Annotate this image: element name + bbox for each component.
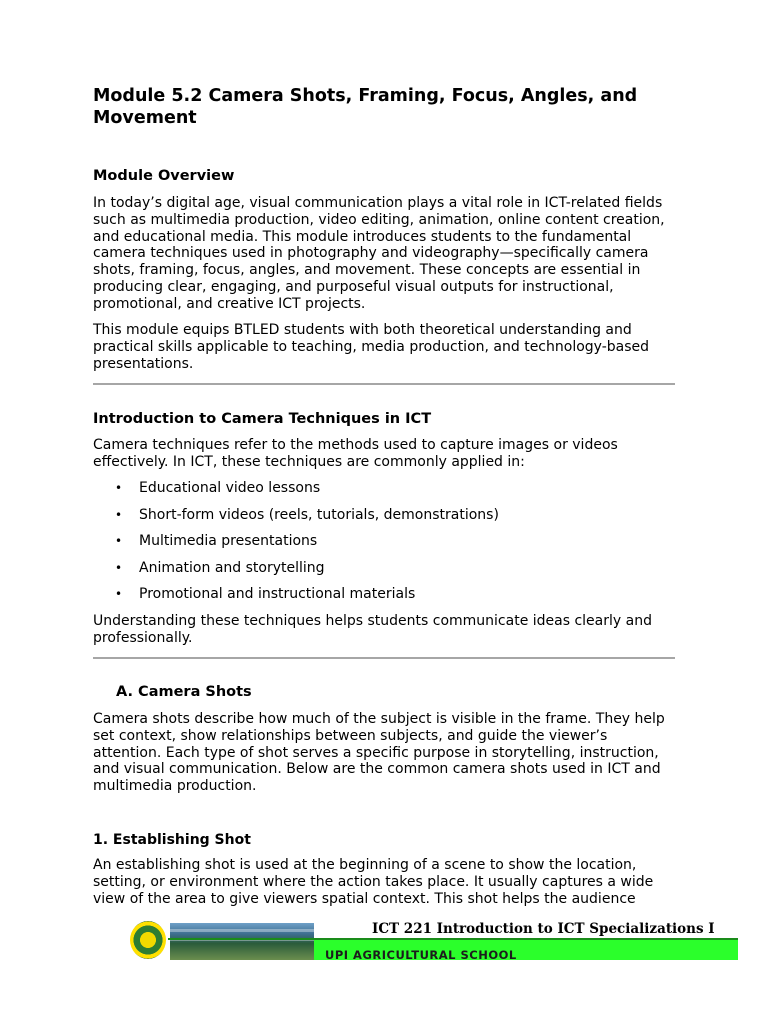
intro-heading: Introduction to Camera Techniques in ICT xyxy=(93,411,432,427)
section-divider xyxy=(93,657,675,659)
overview-paragraph-1: In today’s digital age, visual communication plays a vital role in ICT-related fields such as multimedia production, video editing, animation, online content creation, and educational media. This module introduces students to the fundamental camera techniques used in photography and videography—specifically camera shots, framing, focus, angles, and movement. These concepts are essential in producing clear, engaging, and purposeful visual outputs for instructional, promotional, and creative ICT projects. xyxy=(93,195,665,312)
camera-shots-paragraph: Camera shots describe how much of the subject is visible in the frame. They help set context, show relationships between subjects, and guide the viewer’s attention. Each type of shot serves a specific purpose in storytelling, instruction, and visual communication. Below are the common camera shots used in ICT and multimedia production. xyxy=(93,711,665,795)
footer-school-name: UPI AGRICULTURAL SCHOOL xyxy=(325,948,517,962)
section-divider xyxy=(93,383,675,385)
establishing-shot-paragraph: An establishing shot is used at the beginning of a scene to show the location, setting, or environment where the action takes place. It usually captures a wide view of the area to give viewers spatial context. This shot helps the audience xyxy=(93,857,654,907)
footer-course-title: ICT 221 Introduction to ICT Specializations I xyxy=(372,921,715,937)
module-overview-heading: Module Overview xyxy=(93,168,235,184)
list-item: • Multimedia presentations xyxy=(115,533,318,549)
intro-paragraph-1: Camera techniques refer to the methods used to capture images or videos effectively. In ICT, these techniques are commonly applied in: xyxy=(93,437,618,470)
overview-paragraph-2: This module equips BTLED students with both theoretical understanding and practical skills applicable to teaching, media production, and technology-based presentations. xyxy=(93,322,650,372)
list-item: • Short-form videos (reels, tutorials, demonstrations) xyxy=(115,506,499,523)
module-title: Module 5.2 Camera Shots, Framing, Focus, Angles, and Movement xyxy=(93,86,638,128)
school-photo-banner xyxy=(170,923,314,960)
camera-shots-heading: A. Camera Shots xyxy=(116,684,252,700)
list-item: • Educational video lessons xyxy=(115,480,321,496)
establishing-shot-heading: 1. Establishing Shot xyxy=(93,832,251,848)
school-seal-logo xyxy=(130,921,166,959)
list-item: • Animation and storytelling xyxy=(115,559,325,576)
footer-band-line xyxy=(168,938,738,940)
applications-list xyxy=(93,480,675,613)
list-item: • Promotional and instructional materials xyxy=(115,586,416,602)
intro-paragraph-2: Understanding these techniques helps students communicate ideas clearly and professionally. xyxy=(93,613,652,646)
